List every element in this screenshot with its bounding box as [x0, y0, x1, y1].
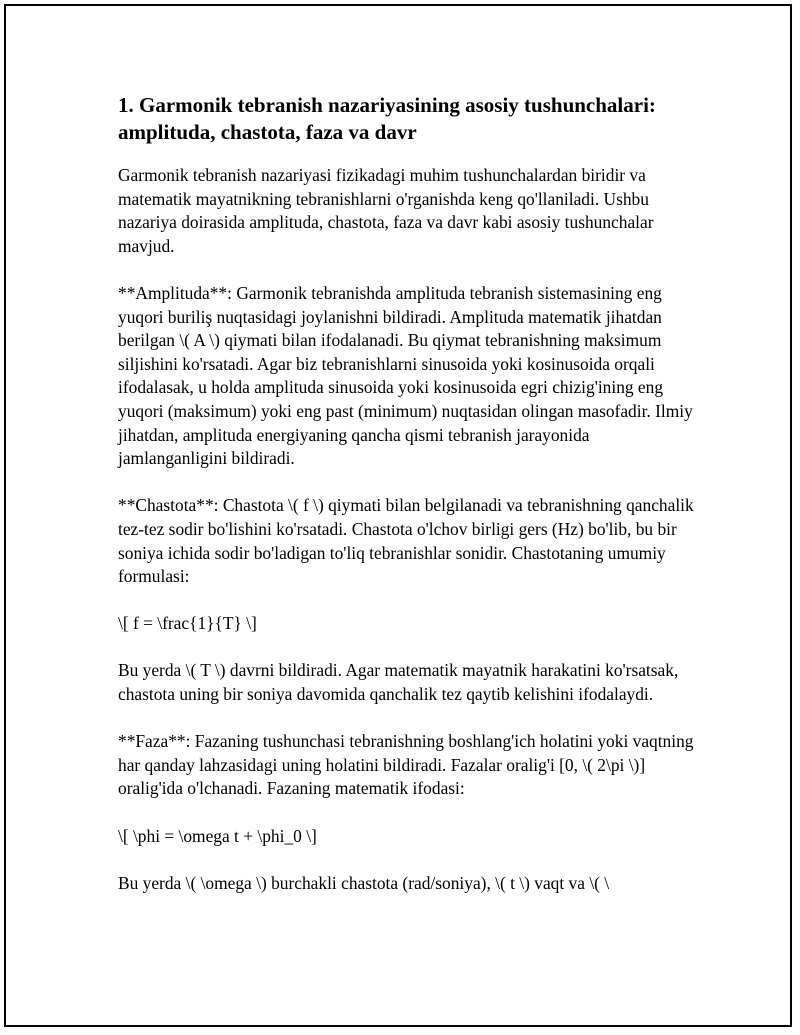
paragraph-amplituda: **Amplituda**: Garmonik tebranishda amplituda tebranish sistemasining eng yuqori buriliş nuqtasidagi joylanishni bildiradi. Amplituda matematik jihatdan berilgan \( A \) qiymati bilan ifodalanadi. Bu qiymat tebranishning maksimum siljishini ko'rsatadi. Agar biz tebranishlarni sinusoida yoki kosinusoida orqali ifodalasak, u holda amplituda sinusoida yoki kosinusoida egri chizig'ining eng yuqori (maksimum) yoki eng past (minimum) nuqtasidan olingan masofadir. Ilmiy jihatdan, amplituda energiyaning qancha qismi tebranish jarayonida jamlanganligini bildiradi. — [118, 282, 693, 469]
formula-frequency: \[ f = \frac{1}{T} \] — [118, 613, 257, 634]
document-body — [118, 92, 694, 919]
formula-phase: \[ \phi = \omega t + \phi_0 \] — [118, 825, 317, 846]
paragraph-chastota: **Chastota**: Chastota \( f \) qiymati bilan belgilanadi va tebranishning qanchalik tez-tez sodir bo'lishini ko'rsatadi. Chastota o'lchov birligi gers (Hz) bo'lib, bu bir soniya ichida sodir bo'ladigan to'liq tebranishlar sonidir. Chastotaning umumiy formulasi: — [118, 495, 694, 587]
section-heading: 1. Garmonik tebranish nazariyasining asosiy tushunchalari: amplituda, chastota, faza va davr — [118, 93, 656, 144]
paragraph-period-note: Bu yerda \( T \) davrni bildiradi. Agar matematik mayatnik harakatini ko'rsatsak, chastota uning bir soniya davomida qanchalik tez qaytib kelishini ifodalaydi. — [118, 660, 679, 705]
paragraph-omega-note: Bu yerda \( \omega \) burchakli chastota (rad/soniya), \( t \) vaqt va \( \ — [118, 872, 610, 893]
paragraph-faza: **Faza**: Fazaning tushunchasi tebranishning boshlang'ich holatini yoki vaqtning har qanday lahzasidagi uning holatini bildiradi. Fazalar oralig'i [0, \( 2\pi \)] oralig'ida o'lchanadi. Fazaning matematik ifodasi: — [118, 731, 694, 799]
paragraph-intro: Garmonik tebranish nazariyasi fizikadagi muhim tushunchalardan biridir va matematik mayatnikning tebranishlarni o'rganishda keng qo'llaniladi. Ushbu nazariya doirasida amplituda, chastota, faza va davr kabi asosiy tushunchalar mavjud. — [118, 165, 654, 256]
